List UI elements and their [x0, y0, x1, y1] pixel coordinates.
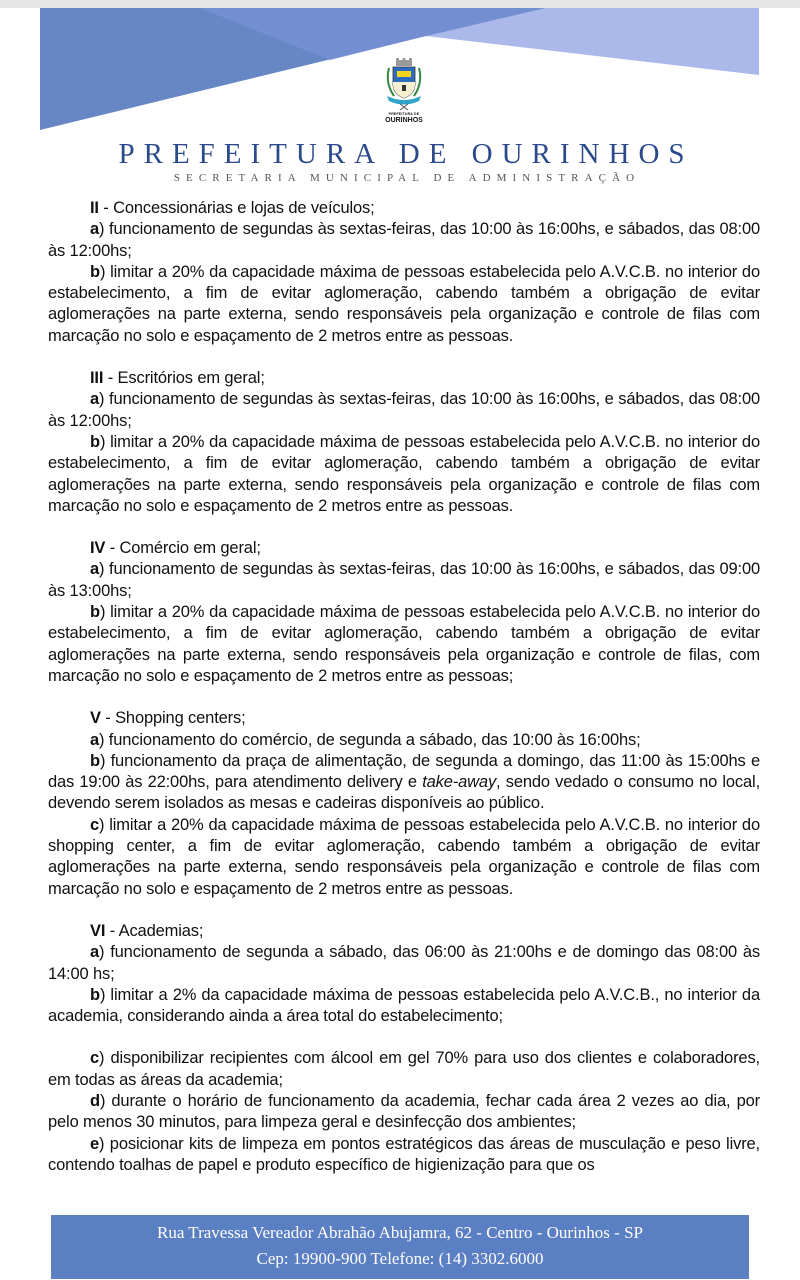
item-letter: b: [90, 985, 100, 1004]
section-item: [48, 432, 760, 517]
section-item: [48, 730, 760, 751]
section-item: [48, 1134, 760, 1177]
item-text: ) funcionamento do comércio, de segunda a sábado, das 10:00 às 16:00hs;: [99, 730, 641, 749]
item-letter: a: [90, 730, 100, 749]
page-title: PREFEITURA DE OURINHOS: [118, 138, 694, 170]
section-heading: [48, 538, 760, 559]
section-title: - Concessionárias e lojas de veículos;: [98, 199, 375, 217]
section-item: [48, 219, 760, 262]
item-text-italic: take-away: [422, 773, 497, 792]
section-item: [48, 389, 760, 432]
item-text: ) funcionamento da praça de alimentação, de segunda a domingo, das 11:00 às 15:00hs e das 19:00 às 22:00hs, para atendimento delivery e: [48, 751, 760, 792]
footer-contact: Cep: 19900-900 Telefone: (14) 3302.6000: [256, 1249, 544, 1268]
section-item: [48, 815, 760, 900]
item-letter: a: [90, 560, 100, 579]
item-text: ) funcionamento de segundas às sextas-feiras, das 10:00 às 16:00hs, e sábados, das 09:00 às 13:00hs;: [48, 560, 760, 600]
section-item: [48, 262, 760, 347]
item-letter: a: [90, 943, 100, 962]
item-letter: b: [90, 603, 100, 622]
logo-caption-big: OURINHOS: [385, 117, 423, 124]
section-heading: [48, 921, 760, 942]
section-item: [48, 1048, 760, 1091]
section-item: [48, 751, 760, 815]
item-letter: e: [90, 1134, 100, 1153]
item-text: ) limitar a 20% da capacidade máxima de pessoas estabelecida pelo A.V.C.B. no interior do shopping center, a fim de evitar aglomeração, cabendo também a obrigação de evitar aglomerações na parte externa, sendo responsáveis pela organização e controle de filas com marcação no solo e espaçamento de 2 metros entre as pessoas.: [48, 815, 760, 898]
item-letter: c: [90, 815, 100, 834]
section-item: [48, 985, 760, 1028]
item-letter: b: [90, 262, 100, 281]
section-item: [48, 942, 760, 985]
section-item: [48, 559, 760, 602]
section-title: - Comércio em geral;: [105, 539, 261, 558]
section-item: [48, 602, 760, 687]
item-letter: b: [90, 432, 100, 451]
item-text: ) funcionamento de segundas às sextas-feiras, das 10:00 às 16:00hs, e sábados, das 08:00 às 12:00hs;: [48, 390, 760, 430]
section-number: VI: [90, 921, 106, 940]
item-text: ) disponibilizar recipientes com álcool em gel 70% para uso dos clientes e colaboradores, em todas as áreas da academia;: [48, 1049, 760, 1089]
page-subtitle: SECRETARIA MUNICIPAL DE ADMINISTRAÇÃO: [173, 172, 641, 184]
item-text: , sendo vedado o consumo no local, devendo serem isolados as mesas e cadeiras disponíveis ao público.: [48, 773, 761, 813]
section-title: - Academias;: [105, 921, 204, 940]
item-text: ) limitar a 2% da capacidade máxima de pessoas estabelecida pelo A.V.C.B., no interior da academia, considerando ainda a área total do estabelecimento;: [48, 985, 760, 1026]
item-letter: c: [90, 1049, 100, 1068]
section-heading: [48, 368, 760, 389]
item-letter: d: [90, 1091, 100, 1110]
item-text: ) limitar a 20% da capacidade máxima de pessoas estabelecida pelo A.V.C.B. no interior do estabelecimento, a fim de evitar aglomeração, cabendo também a obrigação de evitar aglomerações na parte externa, sendo responsáveis pela organização e controle de filas com marcação no solo e espaçamento de 2 metros entre as pessoas.: [48, 262, 760, 345]
item-letter: b: [90, 751, 100, 770]
footer-address: Rua Travessa Vereador Abrahão Abujamra, 62 - Centro - Ourinhos - SP: [156, 1223, 643, 1242]
section-number: IV: [90, 539, 106, 558]
section-item: [48, 1091, 760, 1134]
item-letter: a: [90, 390, 100, 409]
section-title: - Escritórios em geral;: [103, 369, 265, 388]
item-letter: a: [90, 220, 100, 239]
item-text: ) limitar a 20% da capacidade máxima de pessoas estabelecida pelo A.V.C.B. no interior do estabelecimento, a fim de evitar aglomeração, cabendo também a obrigação de evitar aglomerações na parte externa, sendo responsáveis pela organização e controle de filas com marcação no solo e espaçamento de 2 metros entre as pessoas.: [48, 432, 760, 515]
section-heading: [48, 708, 760, 729]
footer-address-banner: [51, 1215, 749, 1279]
item-text: ) funcionamento de segundas às sextas-feiras, das 10:00 às 16:00hs, e sábados, das 08:00 às 12:00hs;: [48, 220, 760, 260]
item-text: ) limitar a 20% da capacidade máxima de pessoas estabelecida pelo A.V.C.B. no interior do estabelecimento, a fim de evitar aglomeração, cabendo também a obrigação de evitar aglomerações na parte externa, sendo responsáveis pela organização e controle de filas, com marcação no solo e espaçamento de 2 metros entre as pessoas;: [48, 603, 760, 685]
section-title: - Shopping centers;: [100, 709, 246, 728]
section-number: III: [90, 369, 104, 388]
document-body: [48, 198, 760, 1176]
item-text: ) funcionamento de segunda a sábado, das 06:00 às 21:00hs e de domingo das 08:00 às 14:00 hs;: [48, 943, 760, 983]
logo-caption-small: PREFEITURA DE: [388, 112, 420, 116]
section-number: V: [90, 709, 101, 728]
item-text: ) posicionar kits de limpeza em pontos estratégicos das áreas de musculação e peso livre, contendo toalhas de papel e produto específico de higienização para que os: [48, 1134, 760, 1174]
item-text: ) durante o horário de funcionamento da academia, fechar cada área 2 vezes ao dia, por pelo menos 30 minutos, para limpeza geral e desinfecção dos ambientes;: [48, 1091, 760, 1132]
section-heading: [48, 198, 760, 219]
section-number: II: [90, 199, 99, 217]
